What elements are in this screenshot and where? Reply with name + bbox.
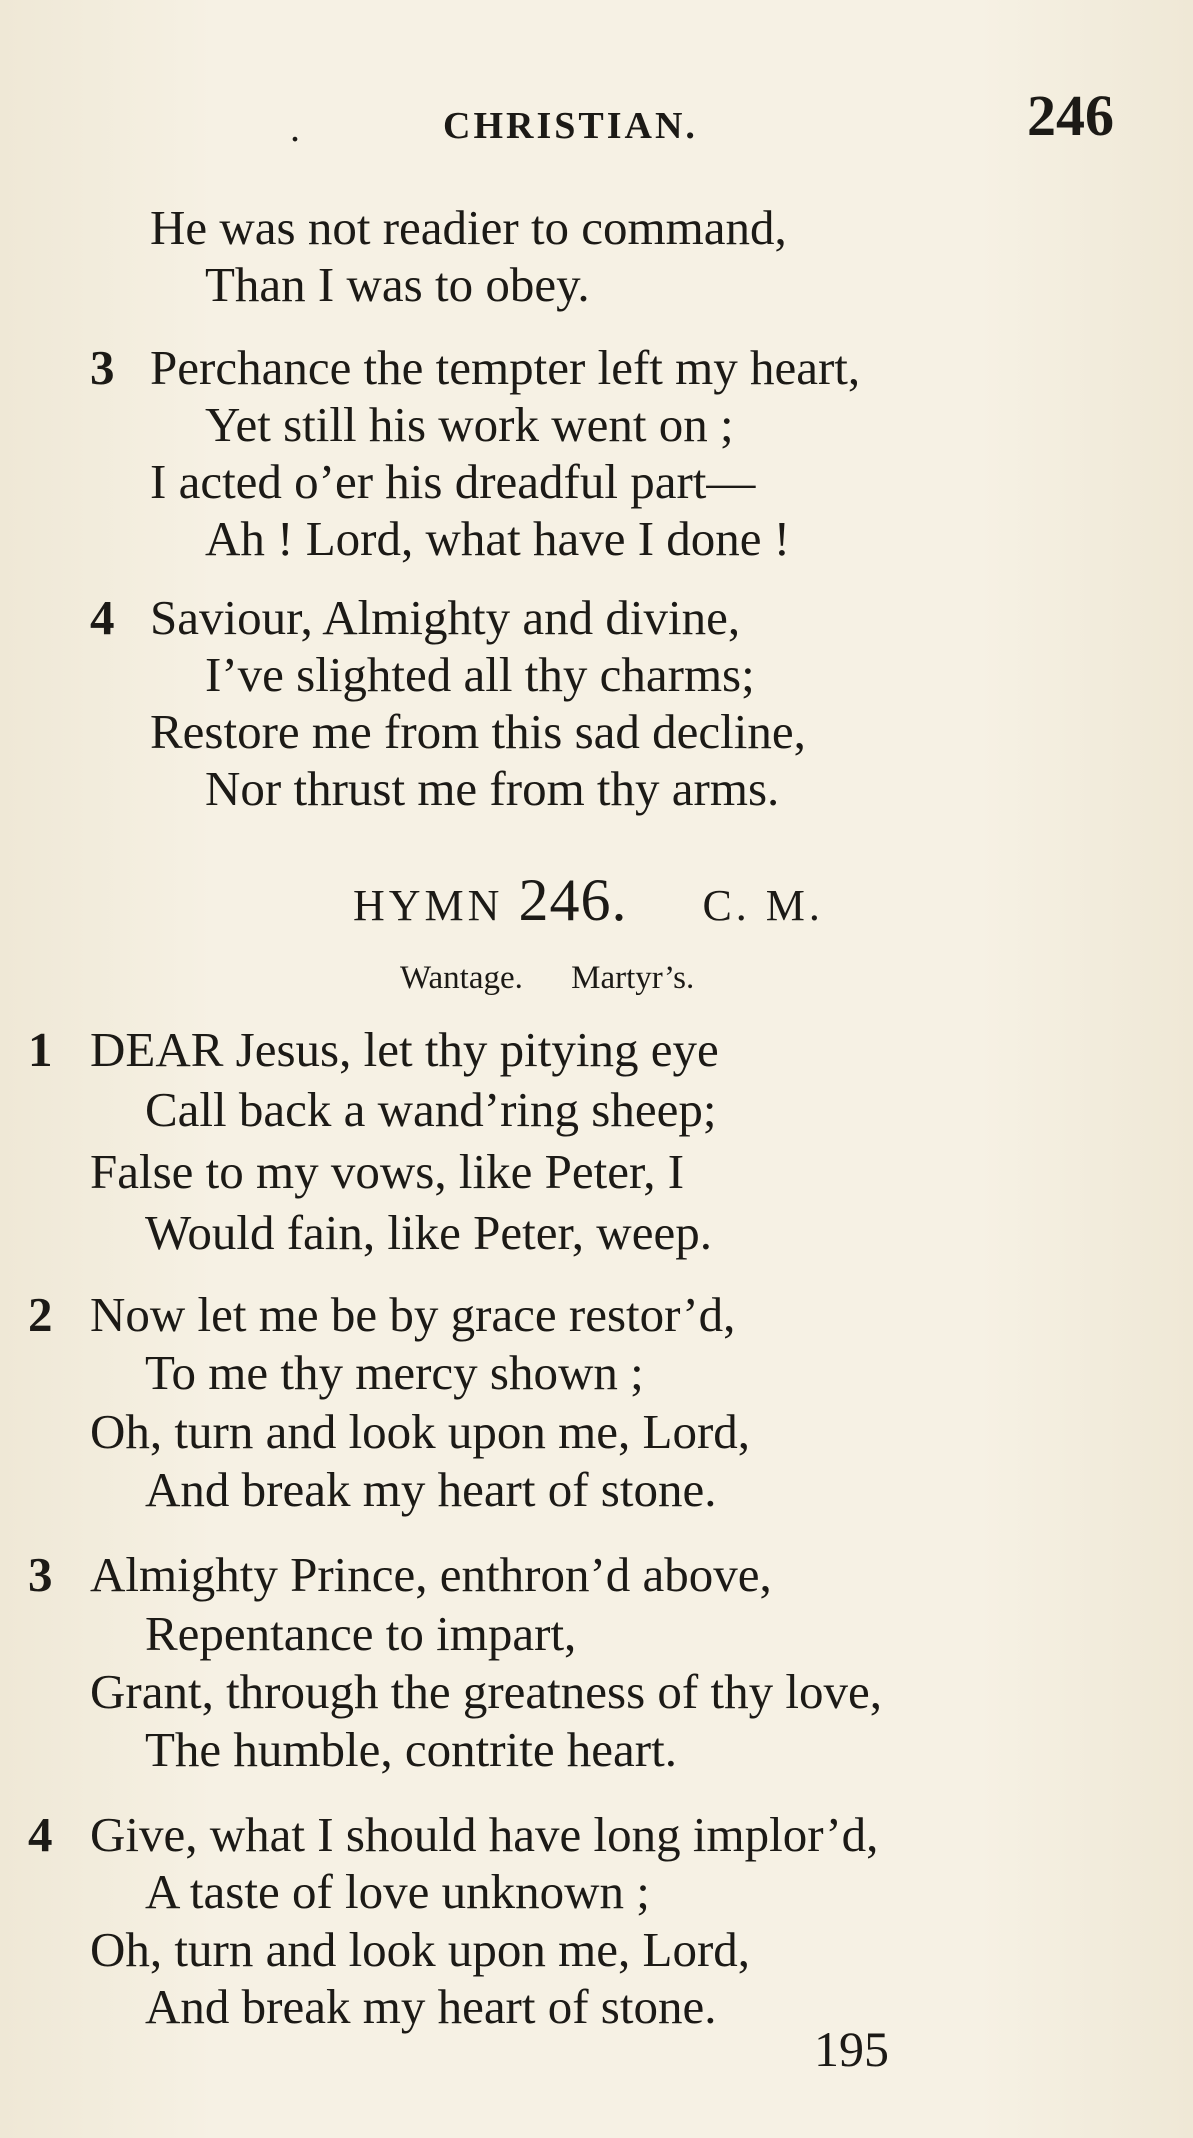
hymn-label: HYMN bbox=[353, 881, 504, 930]
verse-number: 4 bbox=[28, 1807, 53, 1862]
hymn-number: 246. bbox=[518, 867, 628, 933]
verse-line: Restore me from this sad decline, bbox=[150, 704, 806, 759]
verse-line: Oh, turn and look upon me, Lord, bbox=[90, 1404, 751, 1459]
verse-line: And break my heart of stone. bbox=[145, 1462, 717, 1517]
verse-line: I acted o’er his dreadful part— bbox=[150, 454, 756, 509]
verse-line: Than I was to obey. bbox=[205, 257, 590, 312]
verse-line: False to my vows, like Peter, I bbox=[90, 1144, 685, 1199]
hymn-heading bbox=[353, 866, 824, 935]
verse-number: 2 bbox=[28, 1287, 53, 1342]
verse-line: Repentance to impart, bbox=[145, 1606, 577, 1661]
verse-number: 3 bbox=[28, 1547, 53, 1602]
verse-line: Call back a wand’ring sheep; bbox=[145, 1082, 717, 1137]
verse-line: Would fain, like Peter, weep. bbox=[145, 1205, 712, 1260]
verse-line: The humble, contrite heart. bbox=[145, 1722, 677, 1777]
verse-number: 1 bbox=[28, 1022, 53, 1077]
verse-line: Saviour, Almighty and divine, bbox=[150, 590, 741, 645]
verse-number: 3 bbox=[90, 340, 115, 395]
verse-line: A taste of love unknown ; bbox=[145, 1864, 650, 1919]
verse-line: To me thy mercy shown ; bbox=[145, 1345, 644, 1400]
page-number: 246 bbox=[1027, 83, 1114, 148]
running-title: CHRISTIAN. bbox=[443, 105, 698, 147]
verse-line: Almighty Prince, enthron’d above, bbox=[90, 1547, 772, 1602]
verse-line: Now let me be by grace restor’d, bbox=[90, 1287, 736, 1342]
verse-line: Ah ! Lord, what have I done ! bbox=[205, 511, 791, 566]
verse-line: Give, what I should have long implor’d, bbox=[90, 1807, 879, 1862]
verse-line: I’ve slighted all thy charms; bbox=[205, 647, 755, 702]
hymn-meter: C. M. bbox=[702, 881, 824, 930]
verse-number: 4 bbox=[90, 590, 115, 645]
tune-names bbox=[400, 960, 694, 997]
signature-mark: 195 bbox=[814, 2021, 889, 2077]
verse-line: He was not readier to command, bbox=[150, 200, 787, 255]
verse-line: Nor thrust me from thy arms. bbox=[205, 761, 780, 816]
tune-name: Wantage. bbox=[400, 960, 523, 996]
header-dot: . bbox=[290, 105, 300, 150]
tune-name: Martyr’s. bbox=[571, 960, 695, 996]
verse-line: Perchance the tempter left my heart, bbox=[150, 340, 861, 395]
verse-line: Grant, through the greatness of thy love, bbox=[90, 1664, 882, 1719]
verse-line: Yet still his work went on ; bbox=[205, 397, 734, 452]
verse-line: And break my heart of stone. bbox=[145, 1979, 717, 2034]
verse-line: DEAR Jesus, let thy pitying eye bbox=[90, 1022, 719, 1077]
verse-line: Oh, turn and look upon me, Lord, bbox=[90, 1922, 751, 1977]
